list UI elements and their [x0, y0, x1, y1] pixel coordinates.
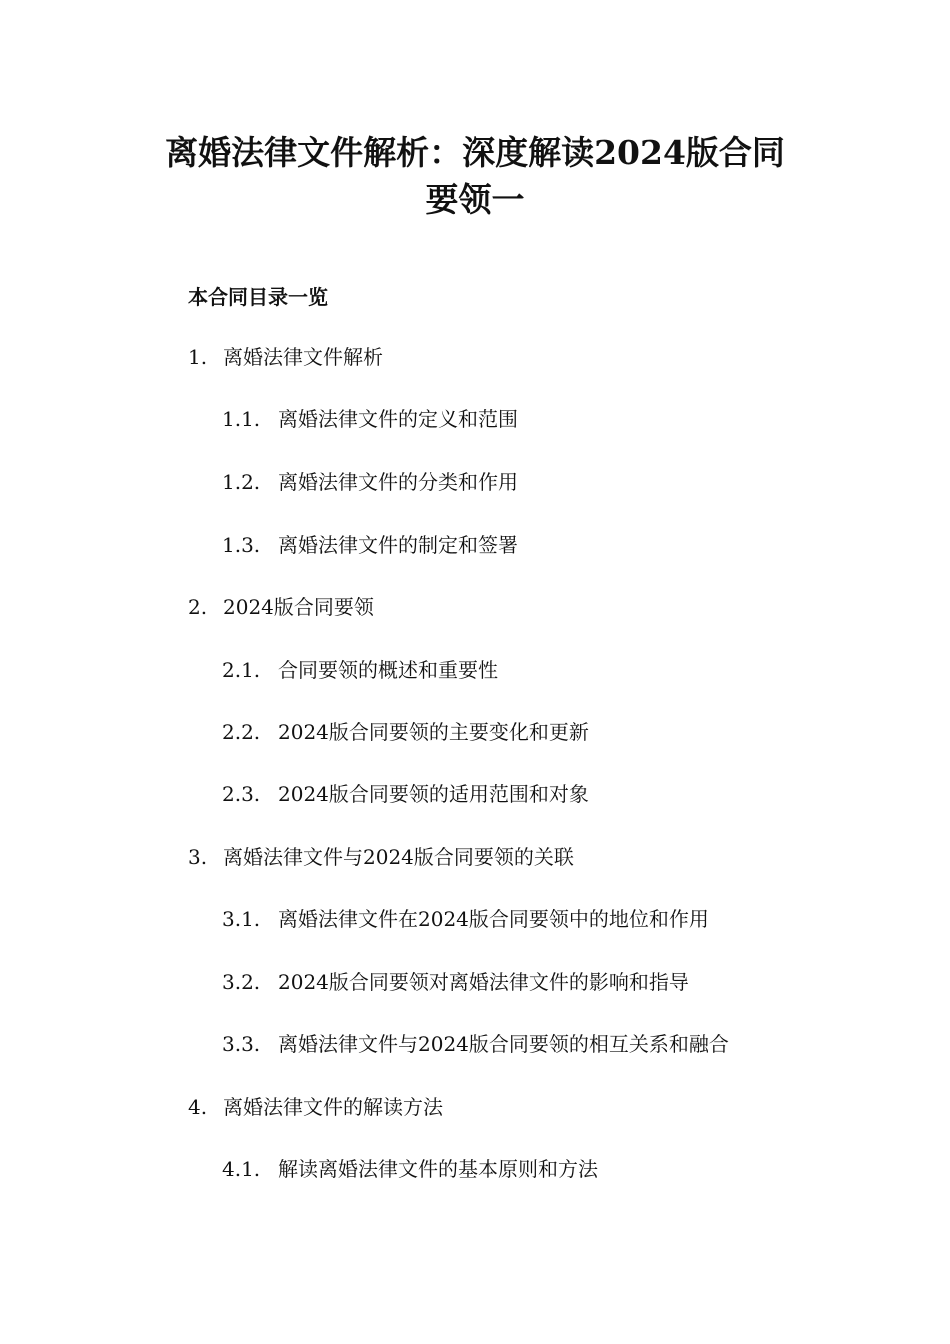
toc-item-2-1	[222, 656, 498, 684]
toc-item-text: 离婚法律文件的解读方法	[223, 1095, 443, 1119]
toc-item-1-2	[222, 468, 518, 496]
toc-item-number: 2.2.	[222, 720, 261, 744]
toc-item-4	[188, 1093, 443, 1121]
toc-item-text: 离婚法律文件解析	[223, 345, 383, 369]
toc-item-number: 1.1.	[222, 407, 261, 431]
toc-item-4-1	[222, 1155, 598, 1183]
toc-item-text: 合同要领的概述和重要性	[278, 658, 498, 682]
toc-item-number: 3.	[188, 845, 208, 869]
toc-item-text: 2024版合同要领的主要变化和更新	[278, 720, 589, 744]
toc-item-number: 1.3.	[222, 533, 261, 557]
toc-item-3-3	[222, 1030, 729, 1058]
document-title-line-2: 要领一	[425, 180, 525, 219]
toc-item-text: 离婚法律文件的定义和范围	[278, 407, 518, 431]
toc-heading: 本合同目录一览	[188, 285, 328, 309]
toc-item-number: 4.	[188, 1095, 208, 1119]
toc-item-3-1	[222, 905, 709, 933]
toc-item-text: 离婚法律文件的制定和签署	[278, 533, 518, 557]
toc-item-1	[188, 343, 383, 371]
toc-item-2-2	[222, 718, 589, 746]
toc-item-number: 2.3.	[222, 782, 261, 806]
toc-item-number: 1.2.	[222, 470, 261, 494]
toc-item-number: 3.1.	[222, 907, 261, 931]
toc-item-text: 2024版合同要领的适用范围和对象	[278, 782, 589, 806]
toc-item-number: 4.1.	[222, 1157, 261, 1181]
toc-item-3	[188, 843, 574, 871]
toc-item-number: 1.	[188, 345, 208, 369]
toc-item-2	[188, 593, 374, 621]
toc-item-text: 2024版合同要领	[223, 595, 374, 619]
toc-item-text: 离婚法律文件的分类和作用	[278, 470, 518, 494]
toc-item-1-3	[222, 531, 518, 559]
document-title-line-1: 离婚法律文件解析：深度解读2024版合同	[165, 133, 785, 172]
toc-item-number: 2.1.	[222, 658, 261, 682]
toc-item-text: 解读离婚法律文件的基本原则和方法	[278, 1157, 598, 1181]
toc-item-number: 2.	[188, 595, 208, 619]
toc-item-text: 离婚法律文件与2024版合同要领的相互关系和融合	[278, 1032, 729, 1056]
toc-item-1-1	[222, 405, 518, 433]
toc-item-number: 3.2.	[222, 970, 261, 994]
toc-item-2-3	[222, 780, 589, 808]
toc-item-text: 离婚法律文件与2024版合同要领的关联	[223, 845, 574, 869]
toc-item-number: 3.3.	[222, 1032, 261, 1056]
toc-item-3-2	[222, 968, 689, 996]
toc-item-text: 2024版合同要领对离婚法律文件的影响和指导	[278, 970, 689, 994]
toc-item-text: 离婚法律文件在2024版合同要领中的地位和作用	[278, 907, 709, 931]
